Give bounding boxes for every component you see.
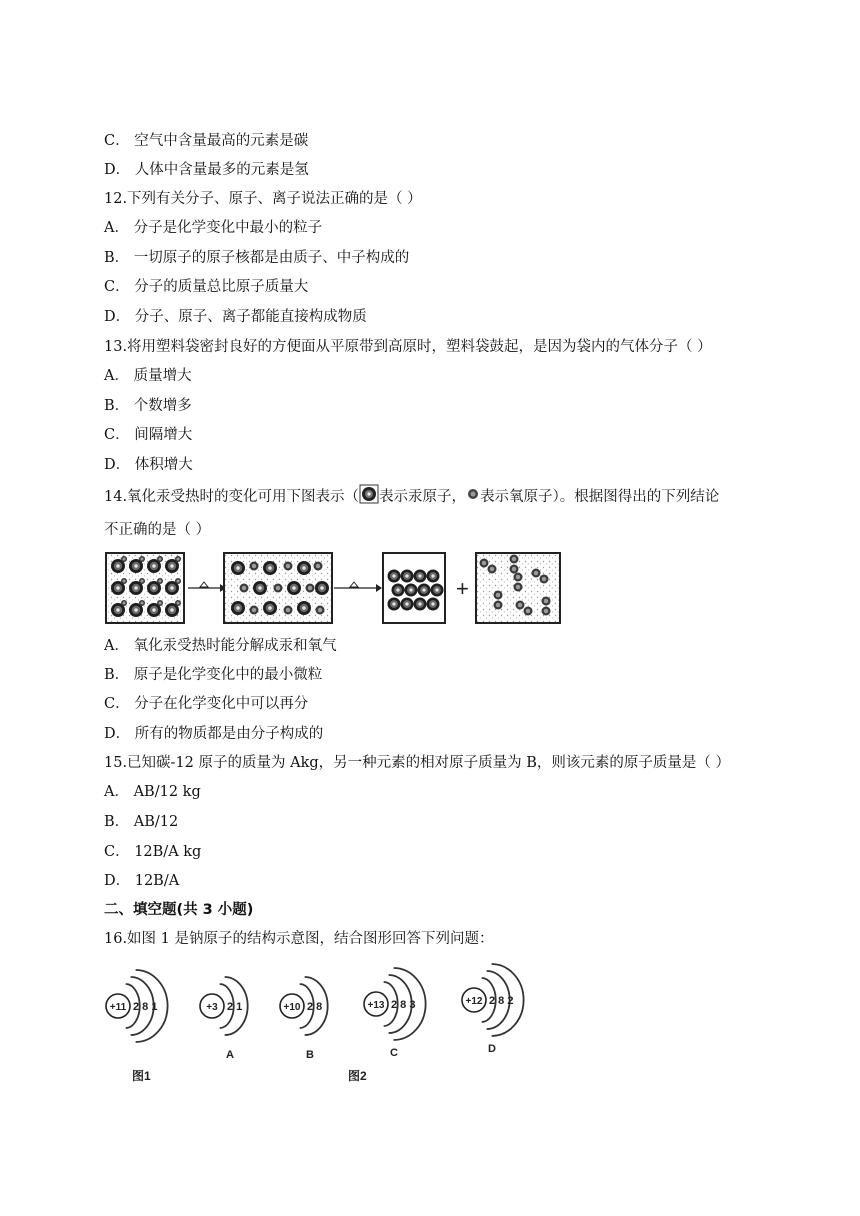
oxygen-atom-icon [157, 556, 163, 562]
mercury-atom-icon [297, 561, 311, 575]
oxygen-atom-icon [540, 575, 549, 584]
mercury-atom-icon [414, 570, 427, 583]
mercury-atom-icon [427, 570, 440, 583]
atom-label: D [488, 1043, 496, 1055]
box-oxygen-product [476, 553, 560, 623]
plus-sign: + [456, 576, 469, 601]
oxygen-atom-icon [480, 559, 489, 568]
q15-option-c: C． 12B/A kg [104, 844, 202, 860]
oxygen-atom-icon [316, 606, 325, 615]
oxygen-atom-icon [494, 601, 503, 610]
oxygen-atom-icon [510, 565, 519, 574]
fig1-label: 图1 [132, 1069, 151, 1083]
mercury-atom-icon [427, 598, 440, 611]
box-mercury-product [383, 553, 445, 623]
oxygen-atom-icon [240, 584, 249, 593]
electron-config: 2 8 [307, 1001, 323, 1013]
q14-stem-line2: 不正确的是（ ） [104, 522, 211, 538]
atom-structure-C [364, 968, 426, 1059]
mercury-atom-icon [231, 601, 245, 615]
nucleus-charge: +10 [283, 1002, 301, 1013]
oxygen-atom-icon [139, 556, 145, 562]
oxygen-atom-icon [524, 607, 533, 616]
box-mercury-oxide [106, 553, 184, 623]
oxygen-atom-icon [488, 565, 497, 574]
nucleus-charge: +13 [367, 1000, 385, 1011]
mercury-atom-icon [388, 570, 401, 583]
mercury-atom-icon [359, 484, 379, 510]
nucleus-charge: +11 [109, 1002, 127, 1013]
atom-structure-B [280, 977, 328, 1061]
mercury-atom-icon [405, 584, 418, 597]
mercury-atom-icon [287, 581, 301, 595]
atom-structure-D [462, 964, 524, 1055]
oxygen-atom-icon [306, 584, 315, 593]
oxygen-atom-icon [121, 556, 127, 562]
mercury-atom-icon [392, 584, 405, 597]
q15-option-b: B． AB/12 [104, 814, 179, 830]
oxygen-atom-icon [466, 487, 480, 507]
heat-arrow-1 [188, 582, 226, 592]
q12-option-b: B． 一切原子的原子核都是由质子、中子构成的 [104, 250, 410, 266]
q13-option-c: C． 间隔增大 [104, 427, 193, 443]
oxygen-atom-icon [274, 584, 283, 593]
oxygen-atom-icon [542, 607, 551, 616]
q14-option-a: A． 氧化汞受热时能分解成汞和氧气 [104, 638, 337, 654]
electron-config: 2 8 2 [489, 995, 514, 1007]
oxygen-atom-icon [175, 600, 181, 606]
q13-stem: 13.将用塑料袋密封良好的方便面从平原带到高原时，塑料袋鼓起，是因为袋内的气体分子（ ） [104, 339, 712, 355]
q14-stem [104, 484, 719, 510]
oxygen-atom-icon [514, 583, 523, 592]
q14-stem-mid: 表示汞原子， [379, 489, 467, 505]
oxygen-atom-icon [250, 606, 259, 615]
oxygen-atom-icon [532, 569, 541, 578]
box-heated-mixture [224, 553, 332, 623]
q14-stem-suffix: 表示氧原子）。根据图得出的下列结论 [480, 489, 720, 505]
atom-label: A [226, 1049, 234, 1061]
mercury-atom-icon [401, 570, 414, 583]
oxygen-atom-icon [514, 573, 523, 582]
oxygen-atom-icon [494, 591, 503, 600]
atom-label: C [390, 1047, 398, 1059]
option-c-prev: C． 空气中含量最高的元素是碳 [104, 133, 309, 149]
electron-config: 2 8 3 [391, 999, 416, 1011]
oxygen-atom-icon [139, 578, 145, 584]
q16-stem: 16.如图 1 是钠原子的结构示意图，结合图形回答下列问题： [104, 931, 494, 947]
mercury-atom-icon [263, 561, 277, 575]
oxygen-atom-icon [284, 606, 293, 615]
oxygen-atom-icon [542, 597, 551, 606]
nucleus-charge: +3 [206, 1002, 218, 1013]
oxygen-atom-icon [250, 562, 259, 571]
q14-stem-prefix: 14.氧化汞受热时的变化可用下图表示（ [104, 489, 360, 505]
mercury-atom-icon [431, 584, 444, 597]
oxygen-atom-icon [314, 562, 323, 571]
electron-config: 2 8 1 [133, 1001, 158, 1013]
mercury-oxide-reaction-diagram [104, 548, 574, 626]
oxygen-atom-icon [516, 601, 525, 610]
mercury-atom-icon [253, 581, 267, 595]
oxygen-atom-icon [139, 600, 145, 606]
q12-option-d: D． 分子、原子、离子都能直接构成物质 [104, 309, 367, 325]
atom-structure-A [200, 977, 248, 1061]
oxygen-atom-icon [175, 578, 181, 584]
q12-stem: 12.下列有关分子、原子、离子说法正确的是（ ） [104, 191, 422, 207]
q14-option-b: B． 原子是化学变化中的最小微粒 [104, 667, 323, 683]
mercury-atom-icon [263, 601, 277, 615]
oxygen-atom-icon [175, 556, 181, 562]
q12-option-c: C． 分子的质量总比原子质量大 [104, 279, 309, 295]
mercury-atom-icon [231, 561, 245, 575]
mercury-atom-icon [414, 598, 427, 611]
oxygen-atom-icon [121, 578, 127, 584]
mercury-atom-icon [401, 598, 414, 611]
section-heading: 二、填空题(共 3 小题) [104, 902, 254, 918]
mercury-atom-icon [388, 598, 401, 611]
oxygen-atom-icon [157, 600, 163, 606]
oxygen-atom-icon [157, 578, 163, 584]
q13-option-b: B． 个数增多 [104, 398, 192, 414]
option-d-prev: D． 人体中含量最多的元素是氢 [104, 162, 309, 178]
heat-arrow-2 [334, 582, 382, 592]
mercury-atom-icon [297, 601, 311, 615]
q12-option-a: A． 分子是化学变化中最小的粒子 [104, 220, 323, 236]
atom-structure-sodium [106, 970, 168, 1042]
q15-stem: 15.已知碳-12 原子的质量为 Akg，另一种元素的相对原子质量为 B，则该元素的原子质量是（ ） [104, 755, 731, 771]
electron-config: 2 1 [227, 1001, 243, 1013]
q13-option-d: D． 体积增大 [104, 457, 193, 473]
atomic-structure-diagrams [100, 958, 540, 1088]
q14-option-d: D． 所有的物质都是由分子构成的 [104, 726, 324, 742]
q14-option-c: C． 分子在化学变化中可以再分 [104, 696, 309, 712]
nucleus-charge: +12 [465, 996, 483, 1007]
q15-option-a: A． AB/12 kg [104, 784, 201, 800]
atom-label: B [306, 1049, 314, 1061]
mercury-atom-icon [418, 584, 431, 597]
fig2-label: 图2 [348, 1069, 367, 1083]
oxygen-atom-icon [284, 562, 293, 571]
oxygen-atom-icon [121, 600, 127, 606]
q13-option-a: A． 质量增大 [104, 368, 192, 384]
mercury-atom-icon [315, 581, 329, 595]
q15-option-d: D． 12B/A [104, 873, 180, 889]
oxygen-atom-icon [510, 555, 519, 564]
